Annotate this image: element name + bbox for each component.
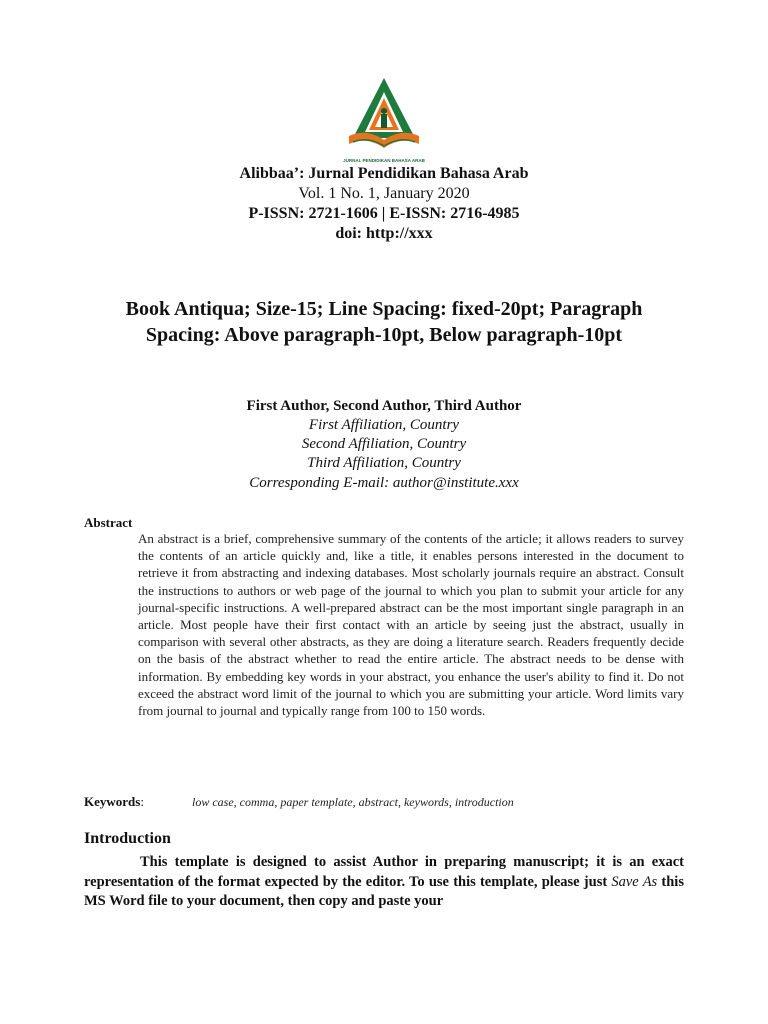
journal-volume: Vol. 1 No. 1, January 2020 — [298, 185, 470, 202]
article-title: Book Antiqua; Size-15; Line Spacing: fixed-20pt; Paragraph Spacing: Above paragraph-10pt, Below paragraph-10pt — [125, 298, 643, 346]
keywords-list: low case, comma, paper template, abstract, keywords, introduction — [192, 795, 514, 809]
corresponding-email: Corresponding E-mail: author@institute.xxx — [249, 475, 519, 491]
logo-caption: JURNAL PENDIDIKAN BAHASA ARAB — [343, 158, 425, 163]
intro-text-after: this MS Word file to your document, then copy and paste your — [84, 873, 684, 909]
journal-doi[interactable]: doi: http://xxx — [335, 225, 433, 242]
intro-text-italic: Save As — [611, 873, 658, 890]
affiliation-1: First Affiliation, Country — [308, 417, 460, 433]
introduction-heading: Introduction — [84, 830, 171, 847]
logo-emblem-icon — [343, 76, 425, 158]
intro-text-before: This template is designed to assist Author in preparing manuscript; it is an exact representation of the format expected by the editor. To use this template, please just — [84, 854, 684, 890]
abstract-heading: Abstract — [84, 515, 133, 530]
keywords-colon: : — [140, 794, 144, 809]
abstract-text: An abstract is a brief, comprehensive summary of the contents of the article; it allows readers to survey the contents of an article quickly and, like a title, it enables persons interested in the document to retrieve it from abstracting and indexing databases. Most scholarly journals require an abstract. Consult the instructions to authors or web page of the journal to which you plan to submit your article for any journal-specific instructions. A well-prepared abstract can be the most important single paragraph in an article. Most people have their first contact with an article by seeing just the abstract, usually in comparison with several other abstracts, as they are doing a literature search. Readers frequently decide on the basis of the abstract whether to read the entire article. The abstract needs to be dense with information. By embedding key words in your abstract, you enhance the user's ability to find it. Do not exceed the abstract word limit of the journal to which you are submitting your article. Word limits vary from journal to journal and typically range from 100 to 150 words. — [138, 531, 684, 719]
author-list: First Author, Second Author, Third Author — [246, 398, 522, 414]
keywords-label-text: Keywords — [84, 794, 141, 809]
introduction-paragraph — [84, 853, 684, 912]
journal-issn: P-ISSN: 2721-1606 | E-ISSN: 2716-4985 — [248, 205, 520, 222]
affiliation-2: Second Affiliation, Country — [301, 436, 467, 452]
journal-name: Alibbaa’: Jurnal Pendidikan Bahasa Arab — [239, 165, 529, 182]
journal-logo — [343, 76, 425, 166]
affiliation-3: Third Affiliation, Country — [307, 455, 461, 471]
keywords-heading — [84, 794, 144, 810]
